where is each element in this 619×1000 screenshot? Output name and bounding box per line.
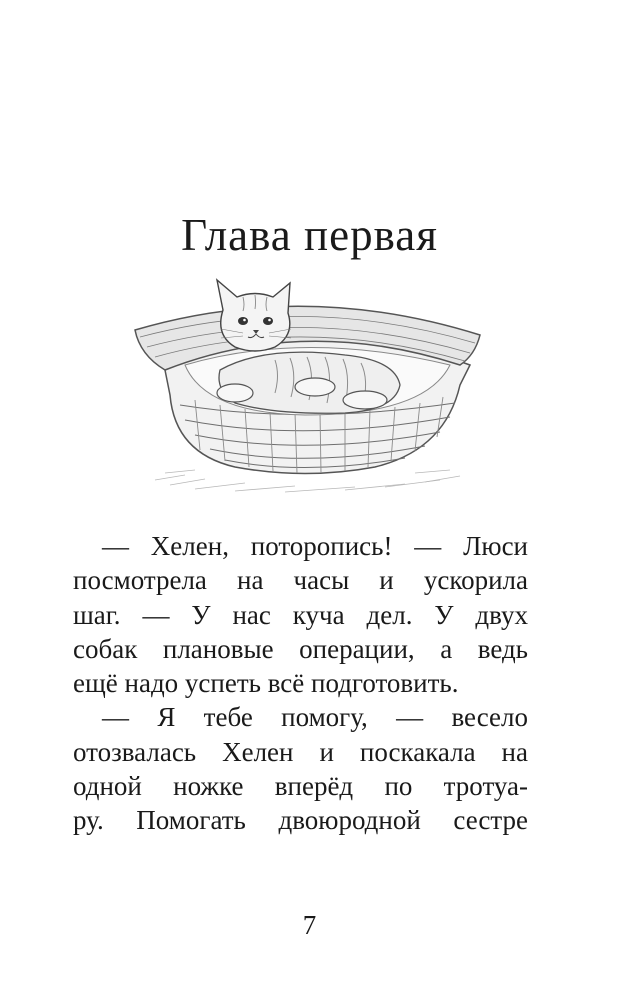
text-line: — Я тебе помогу, — весело (102, 702, 528, 733)
text-line: посмотрела на часы и ускорила (73, 565, 528, 596)
text-line: ру. Помогать двоюродной сестре (73, 805, 528, 836)
text-line: ещё надо успеть всё подготовить. (73, 668, 459, 699)
page-number: 7 (302, 910, 317, 940)
body-text (73, 529, 528, 838)
text-line: одной ножке вперёд по тротуа- (73, 771, 528, 802)
chapter-title: Глава первая (181, 210, 438, 260)
text-line: отозвалась Хелен и поскакала на (73, 736, 528, 767)
text-line: собак плановые операции, а ведь (73, 633, 528, 664)
kitten-in-basket-icon (125, 275, 485, 500)
text-line: шаг. — У нас куча дел. У двух (73, 599, 528, 630)
text-line: — Хелен, поторопись! — Люси (102, 531, 528, 561)
